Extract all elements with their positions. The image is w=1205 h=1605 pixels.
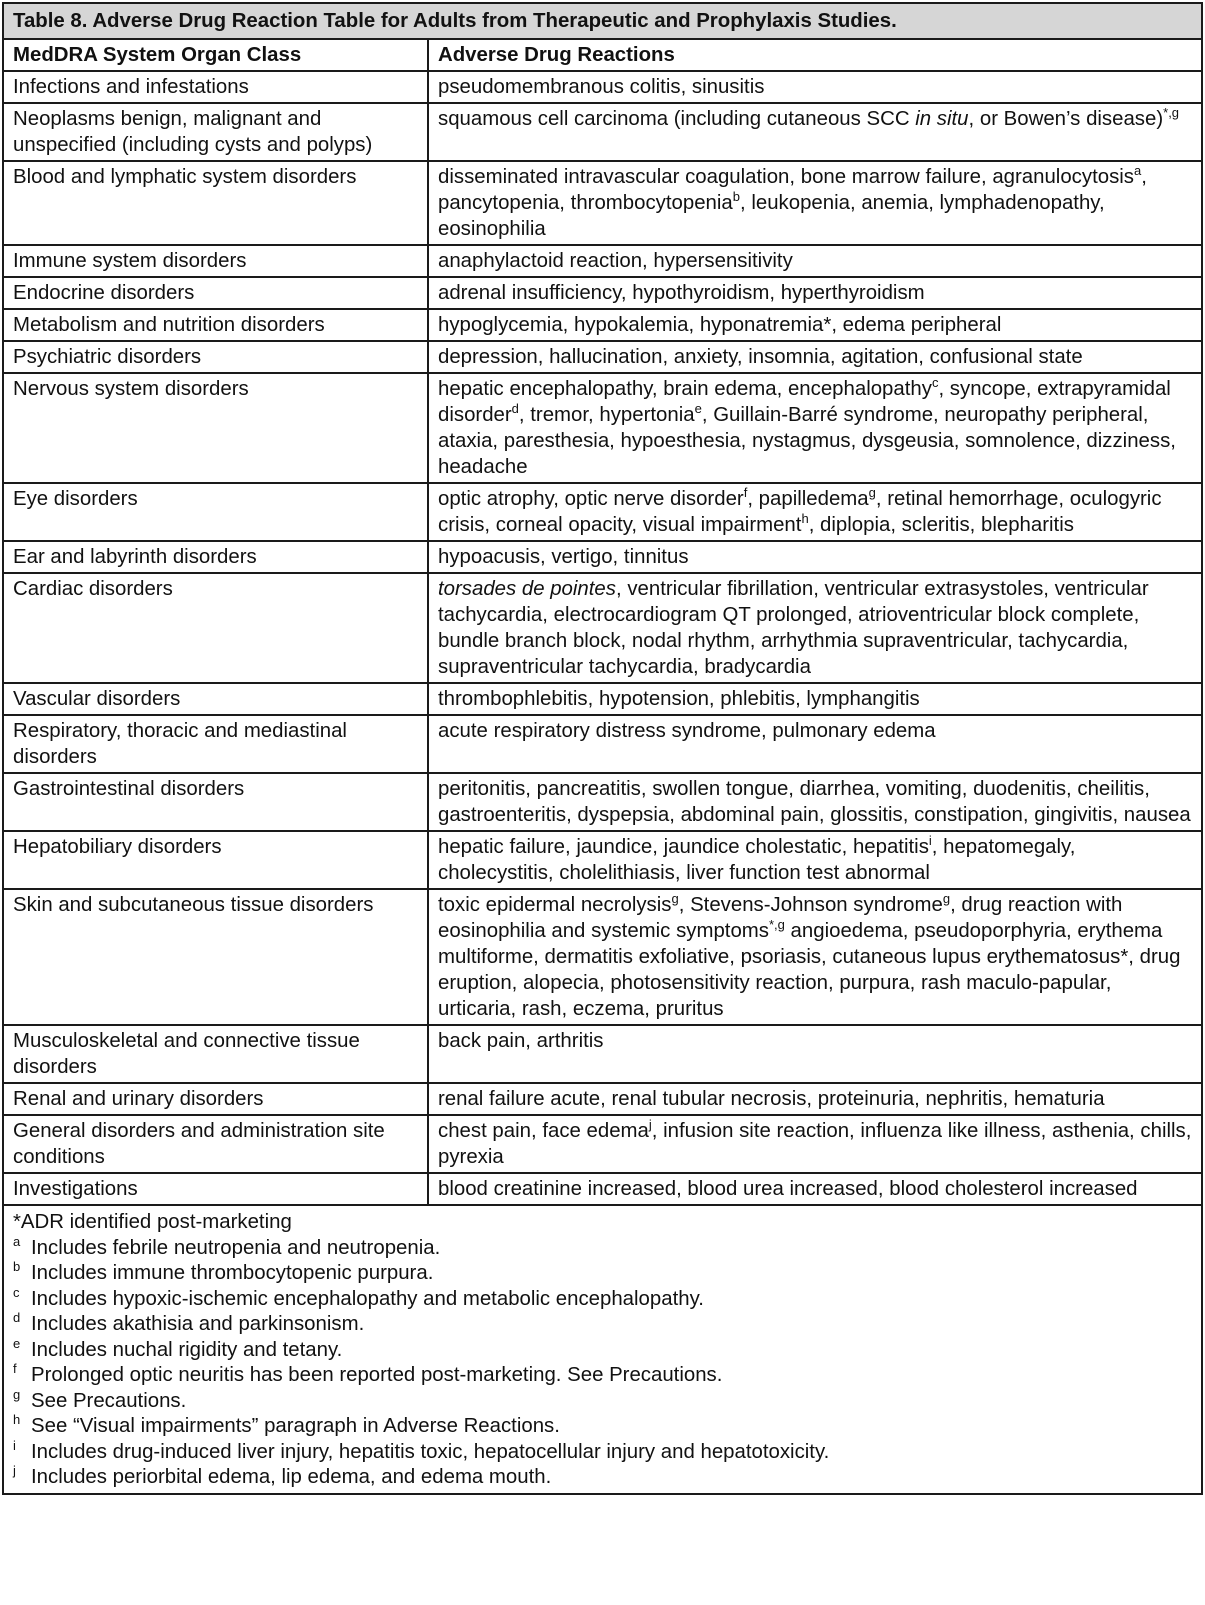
table-row [3,103,1202,161]
adverse-reactions-cell: torsades de pointes, ventricular fibrillation, ventricular extrasystoles, ventricular tachycardia, electrocardiogram QT prolonged, atrioventricular block complete, bundle branch block, nodal rhythm, arrhythmia supraventricular, tachycardia, supraventricular tachycardia, bradycardia [428,573,1202,683]
adverse-reactions-cell: back pain, arthritis [428,1025,1202,1083]
table-row [3,715,1202,773]
adverse-reactions-cell: disseminated intravascular coagulation, bone marrow failure, agranulocytosis$^a$, pancytopenia, thrombocytopenia$^b$, leukopenia, anemia, lymphadenopathy, eosinophilia [428,161,1202,245]
adverse-reactions-cell: hepatic failure, jaundice, jaundice cholestatic, hepatitis$^i$, hepatomegaly, cholecystitis, cholelithiasis, liver function test abnormal [428,831,1202,889]
adverse-reactions-cell: adrenal insufficiency, hypothyroidism, hyperthyroidism [428,277,1202,309]
footnote-list [13,1233,1193,1491]
table-row [3,309,1202,341]
table-row [3,889,1202,1025]
organ-class-cell: General disorders and administration site conditions [3,1115,428,1173]
adverse-reactions-cell: hypoglycemia, hypokalemia, hyponatremia*, edema peripheral [428,309,1202,341]
italic-term: torsades de pointes [438,578,616,600]
organ-class-cell: Respiratory, thoracic and mediastinal disorders [3,715,428,773]
footnote-item: g See Precautions. [13,1386,187,1412]
table-row [3,483,1202,541]
organ-class-cell: Infections and infestations [3,71,428,103]
adverse-reactions-cell: peritonitis, pancreatitis, swollen tongue, diarrhea, vomiting, duodenitis, cheilitis, gastroenteritis, dyspepsia, abdominal pain, glossitis, constipation, gingivitis, nausea [428,773,1202,831]
footnote-text: Includes nuchal rigidity and tetany. [31,1338,343,1361]
footnote-marker: j [648,1117,652,1133]
organ-class-cell: Vascular disorders [3,683,428,715]
adverse-reactions-cell: chest pain, face edema$^j$, infusion site reaction, influenza like illness, asthenia, chills, pyrexia [428,1115,1202,1173]
footnote-marker: *,g [1163,105,1180,121]
footnote-text: Includes febrile neutropenia and neutropenia. [31,1236,441,1259]
footnote-text: Includes akathisia and parkinsonism. [31,1313,365,1335]
footnote-marker: g [942,891,951,907]
table-row [3,1025,1202,1083]
adverse-reactions-cell: blood creatinine increased, blood urea increased, blood cholesterol increased [428,1173,1202,1205]
organ-class-cell: Neoplasms benign, malignant and unspecified (including cysts and polyps) [3,103,428,161]
table-row [3,1115,1202,1173]
footnote-text: See “Visual impairments” paragraph in Adverse Reactions. [31,1415,560,1437]
table-caption-row [3,3,1202,39]
footnote-marker: g [868,485,876,501]
footnote-text: Includes immune thrombocytopenic purpura. [31,1262,434,1284]
footnote-marker: g [671,891,679,907]
organ-class-cell: Investigations [3,1173,428,1205]
italic-term: in situ [915,108,969,130]
table-body [3,71,1202,1205]
footnote-text: See Precautions. [31,1389,187,1412]
organ-class-cell: Immune system disorders [3,245,428,277]
footnote-item: j Includes periorbital edema, lip edema, and edema mouth. [13,1463,552,1488]
column-header-reactions: Adverse Drug Reactions [428,39,1202,71]
footnotes-row [3,1205,1202,1494]
organ-class-cell: Skin and subcutaneous tissue disorders [3,889,428,1025]
adverse-reaction-table [2,2,1203,1495]
adverse-reactions-cell: toxic epidermal necrolysis$^g$, Stevens-Johnson syndrome$^g$, drug reaction with eosinophilia and systemic symptoms$^{*,g}$ angioedema, pseudoporphyria, erythema multiforme, dermatitis exfoliative, psoriasis, cutaneous lupus erythematosus*, drug eruption, alopecia, photosensitivity reaction, purpura, rash maculo-papular, urticaria, rash, eczema, pruritus [428,889,1202,1025]
organ-class-cell: Endocrine disorders [3,277,428,309]
organ-class-cell: Metabolism and nutrition disorders [3,309,428,341]
table-row [3,1173,1202,1205]
table-row [3,245,1202,277]
footnote-text: Includes periorbital edema, lip edema, and edema mouth. [31,1466,552,1488]
table-header-row [3,39,1202,71]
table-row [3,541,1202,573]
adverse-reactions-cell: acute respiratory distress syndrome, pulmonary edema [428,715,1202,773]
footnote-star: *ADR identified post-marketing [13,1211,292,1233]
footnote-marker: b [732,189,740,205]
adverse-reactions-cell: pseudomembranous colitis, sinusitis [428,71,1202,103]
adverse-reactions-cell: anaphylactoid reaction, hypersensitivity [428,245,1202,277]
adverse-reactions-cell: squamous cell carcinoma (including cutaneous SCC in situ, or Bowen’s disease)$^{*,g}$ [428,103,1202,161]
adverse-reactions-cell: thrombophlebitis, hypotension, phlebitis, lymphangitis [428,683,1202,715]
footnote-item: d Includes akathisia and parkinsonism. [13,1310,365,1335]
footnote-marker: d [511,401,519,417]
adverse-reactions-cell: depression, hallucination, anxiety, insomnia, agitation, confusional state [428,341,1202,373]
adverse-reactions-cell: renal failure acute, renal tubular necrosis, proteinuria, nephritis, hematuria [428,1083,1202,1115]
organ-class-cell: Ear and labyrinth disorders [3,541,428,573]
table-row [3,573,1202,683]
table-row [3,373,1202,483]
footnote-text: Includes hypoxic-ischemic encephalopathy and metabolic encephalopathy. [31,1287,704,1310]
table-row [3,277,1202,309]
organ-class-cell: Eye disorders [3,483,428,541]
footnote-item: i Includes drug-induced liver injury, hepatitis toxic, hepatocellular injury and hepatotoxicity. [13,1437,830,1463]
footnote-marker: *,g [768,917,785,933]
adverse-reactions-cell: optic atrophy, optic nerve disorder$^f$, papilledema$^g$, retinal hemorrhage, oculogyric crisis, corneal opacity, visual impairment$^h$, diplopia, scleritis, blepharitis [428,483,1202,541]
footnote-marker: e [694,401,702,417]
table-row [3,683,1202,715]
footnotes [3,1205,1202,1494]
footnote-item: c Includes hypoxic-ischemic encephalopathy and metabolic encephalopathy. [13,1284,704,1310]
footnote-marker: a [1134,163,1142,179]
table-row [3,831,1202,889]
footnote-text: Prolonged optic neuritis has been reported post-marketing. See Precautions. [31,1364,723,1386]
footnote-item: f Prolonged optic neuritis has been reported post-marketing. See Precautions. [13,1361,723,1386]
organ-class-cell: Cardiac disorders [3,573,428,683]
table-title: Table 8. Adverse Drug Reaction Table for Adults from Therapeutic and Prophylaxis Studies. [3,3,1202,39]
footnote-item: e Includes nuchal rigidity and tetany. [13,1335,343,1361]
table-row [3,773,1202,831]
organ-class-cell: Psychiatric disorders [3,341,428,373]
footnote-item: h See “Visual impairments” paragraph in Adverse Reactions. [13,1412,560,1437]
footnote-marker: f [743,485,748,501]
organ-class-cell: Renal and urinary disorders [3,1083,428,1115]
footnote-item: a Includes febrile neutropenia and neutropenia. [13,1233,441,1259]
footnote-marker: i [928,833,932,849]
organ-class-cell: Musculoskeletal and connective tissue disorders [3,1025,428,1083]
adverse-reactions-cell: hepatic encephalopathy, brain edema, encephalopathy$^c$, syncope, extrapyramidal disorder$^d$, tremor, hypertonia$^e$, Guillain-Barré syndrome, neuropathy peripheral, ataxia, paresthesia, hypoesthesia, nystagmus, dysgeusia, somnolence, dizziness, headache [428,373,1202,483]
table-row [3,71,1202,103]
footnote-marker: h [801,511,809,527]
table-row [3,161,1202,245]
table-row [3,341,1202,373]
footnote-marker: c [931,375,939,391]
organ-class-cell: Gastrointestinal disorders [3,773,428,831]
organ-class-cell: Hepatobiliary disorders [3,831,428,889]
organ-class-cell: Blood and lymphatic system disorders [3,161,428,245]
footnote-item: b Includes immune thrombocytopenic purpura. [13,1259,434,1284]
footnote-text: Includes drug-induced liver injury, hepatitis toxic, hepatocellular injury and hepatotoxicity. [31,1440,830,1463]
organ-class-cell: Nervous system disorders [3,373,428,483]
table-row [3,1083,1202,1115]
adverse-reactions-cell: hypoacusis, vertigo, tinnitus [428,541,1202,573]
column-header-organ-class: MedDRA System Organ Class [3,39,428,71]
